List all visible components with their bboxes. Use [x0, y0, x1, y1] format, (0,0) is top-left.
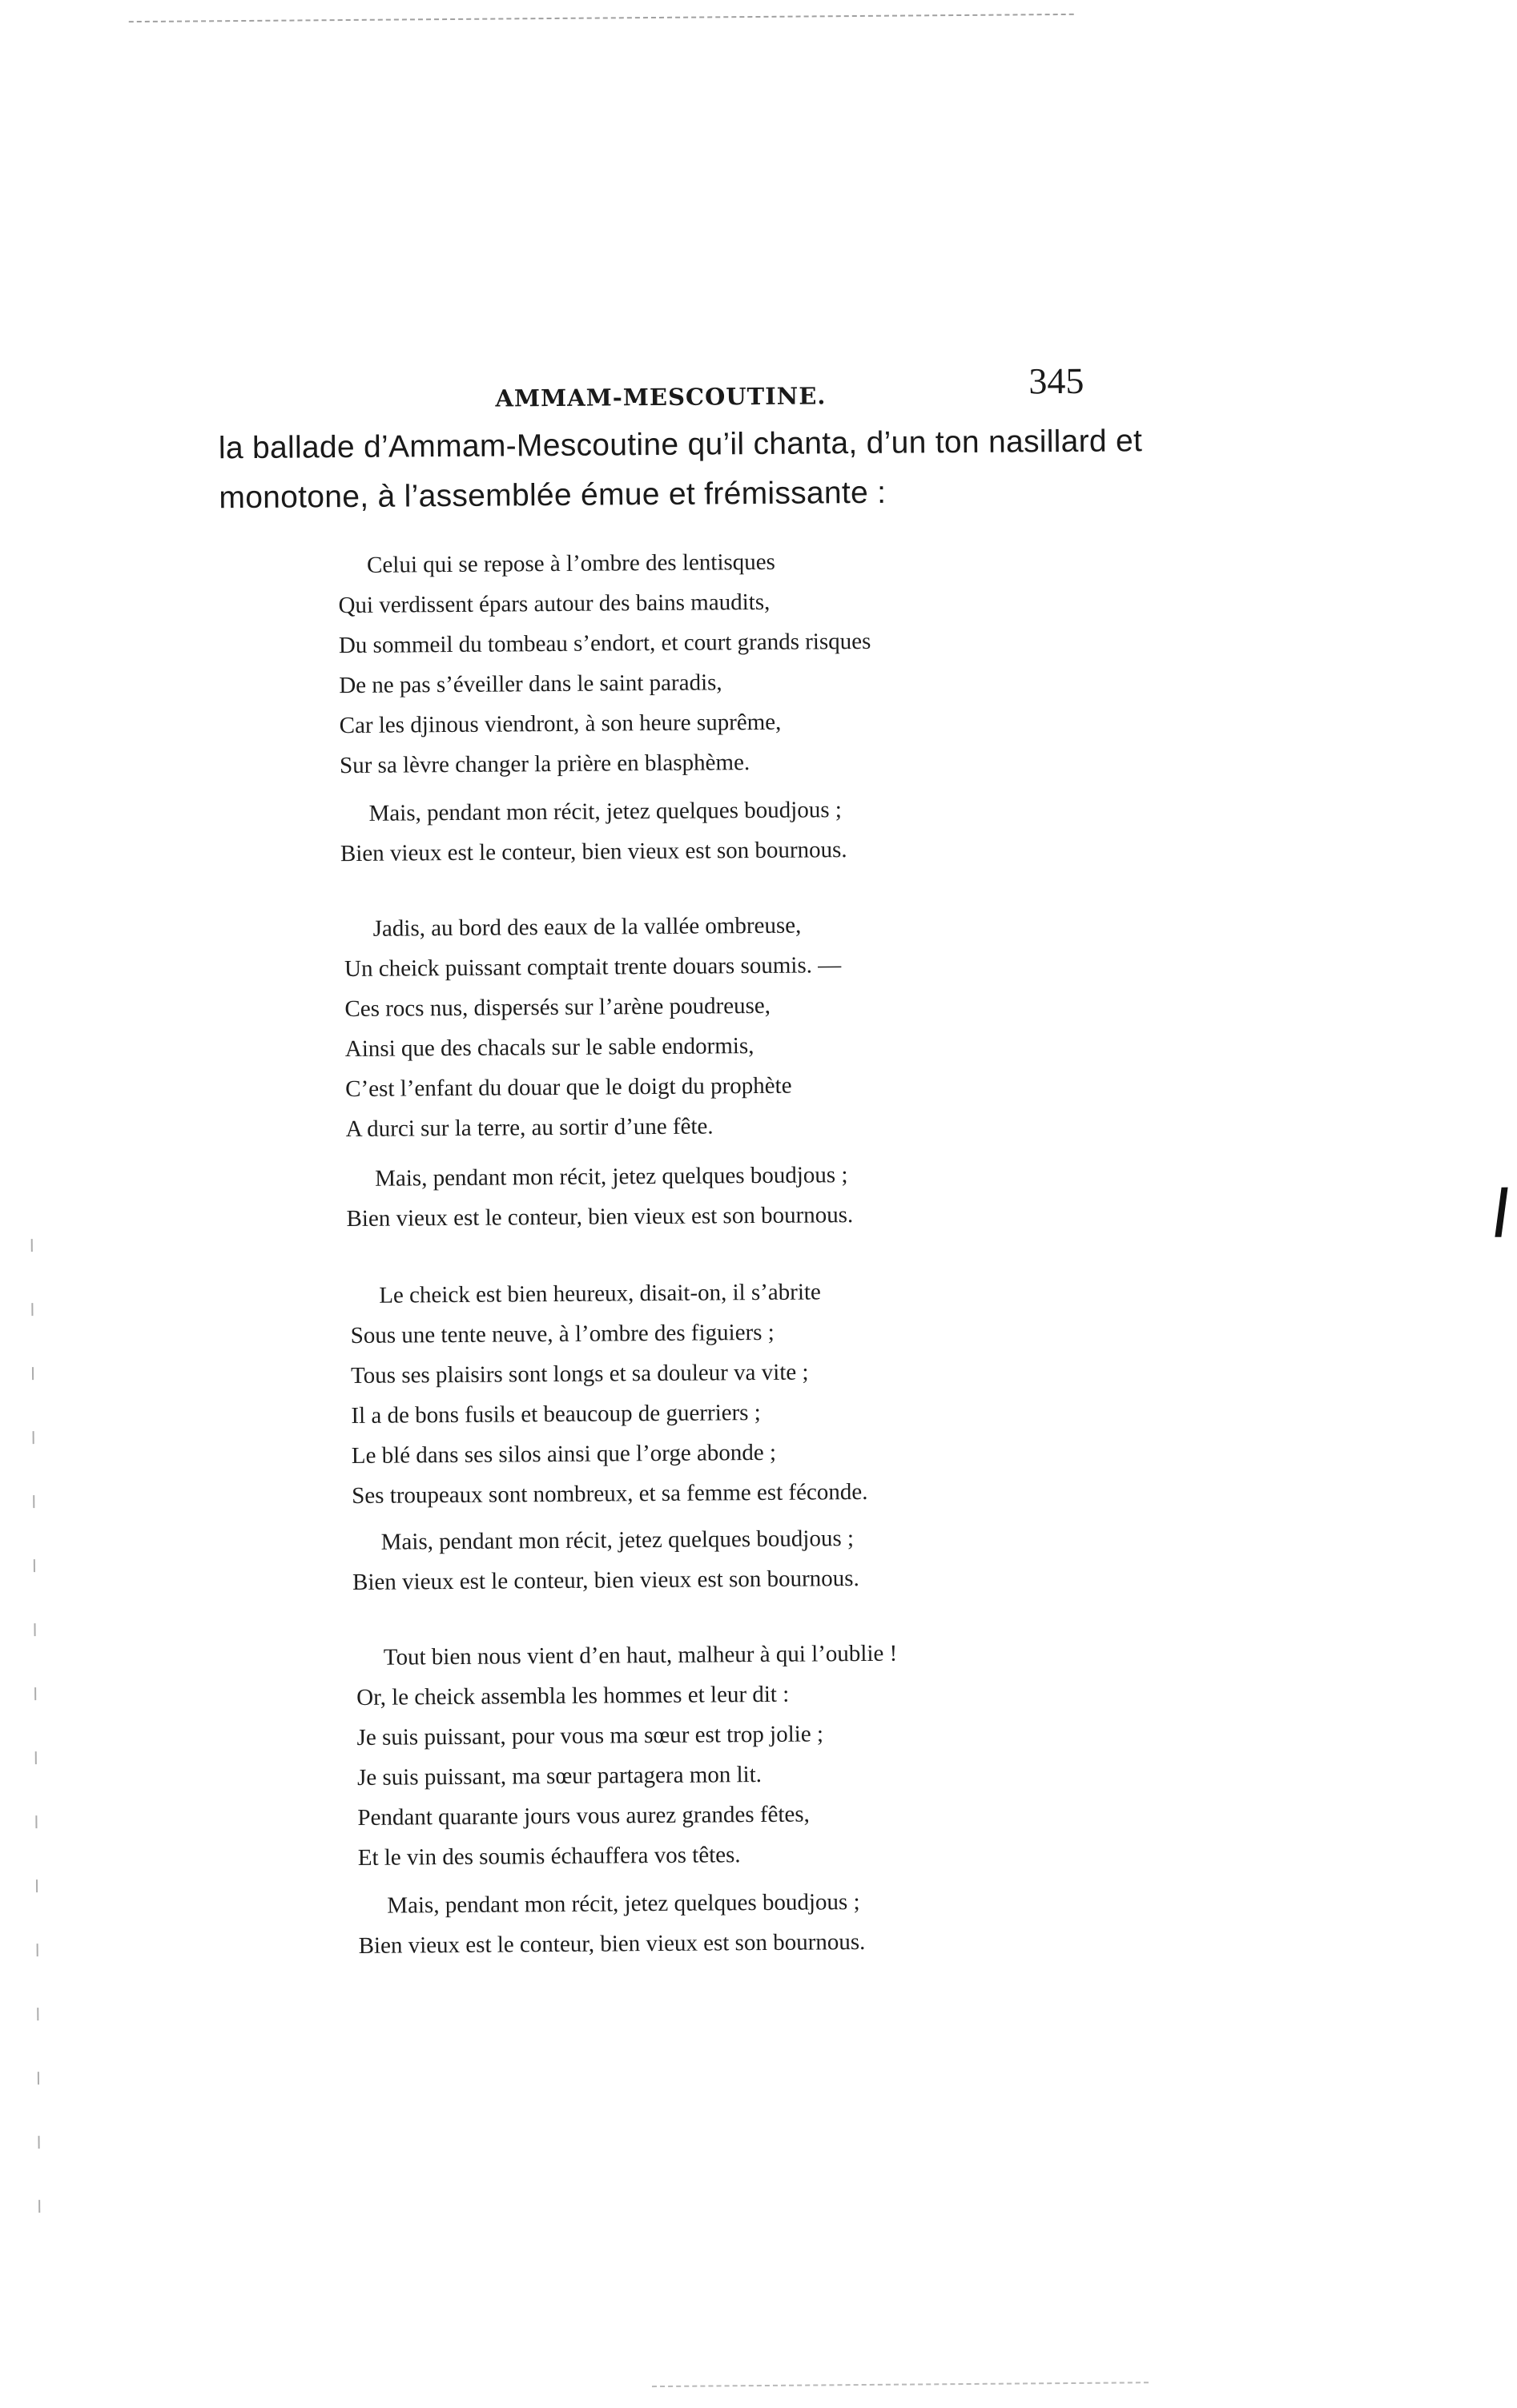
refrain-line: Mais, pendant mon récit, jetez quelques boudjous ;	[374, 1162, 848, 1192]
running-head: AMMAM-MESCOUTINE.	[495, 382, 827, 412]
refrain-line: Mais, pendant mon récit, jetez quelques boudjous ;	[380, 1526, 855, 1555]
refrain-line: Bien vieux est le conteur, bien vieux est son bournous.	[352, 1566, 859, 1596]
verse-line: Et le vin des soumis échauffera vos têtes.	[357, 1842, 741, 1871]
verse-line: Or, le cheick assembla les hommes et leur dit :	[356, 1681, 790, 1711]
verse-line: Tous ses plaisirs sont longs et sa douleur va vite ;	[350, 1359, 809, 1389]
verse-line: Qui verdissent épars autour des bains maudits,	[338, 589, 771, 619]
verse-line: Du sommeil du tombeau s’endort, et court grands risques	[338, 628, 871, 659]
verse-line: De ne pas s’éveiller dans le saint paradis,	[339, 669, 722, 699]
verse-line: Pendant quarante jours vous aurez grandes fêtes,	[357, 1801, 810, 1831]
refrain-line: Bien vieux est le conteur, bien vieux est son bournous.	[346, 1202, 854, 1232]
verse-line: Tout bien nous vient d’en haut, malheur à qui l’oublie !	[383, 1640, 898, 1670]
verse-line: Ses troupeaux sont nombreux, et sa femme est féconde.	[352, 1478, 868, 1510]
verse-line: Il a de bons fusils et beaucoup de guerriers ;	[351, 1399, 761, 1429]
verse-line: Un cheick puissant comptait trente douars soumis. —	[344, 952, 842, 983]
verse-line: Ainsi que des chacals sur le sable endormis,	[344, 1033, 754, 1063]
verse-line: Je suis puissant, pour vous ma sœur est trop jolie ;	[356, 1721, 824, 1751]
intro-line: monotone, à l’assemblée émue et frémissante :	[219, 475, 887, 516]
scan-bottom-rule	[652, 2382, 1149, 2387]
refrain-line: Mais, pendant mon récit, jetez quelques boudjous ;	[387, 1889, 860, 1919]
page-number: 345	[1028, 360, 1084, 402]
verse-line: Ces rocs nus, dispersés sur l’arène poudreuse,	[344, 992, 771, 1023]
verse-line: Jadis, au bord des eaux de la vallée ombreuse,	[372, 912, 802, 942]
verse-line: Le cheick est bien heureux, disait-on, il s’abrite	[379, 1279, 821, 1309]
verse-line: Sous une tente neuve, à l’ombre des figuiers ;	[350, 1319, 775, 1349]
refrain-line: Bien vieux est le conteur, bien vieux est son bournous.	[358, 1928, 866, 1959]
verse-line: Je suis puissant, ma sœur partagera mon lit.	[356, 1762, 763, 1791]
scan-edge-mark	[1495, 1188, 1507, 1237]
verse-line: A durci sur la terre, au sortir d’une fête.	[345, 1113, 714, 1143]
intro-paragraph	[218, 416, 1143, 523]
verse-line: Celui qui se repose à l’ombre des lentisques	[366, 549, 776, 578]
verse-line: C’est l’enfant du douar que le doigt du prophète	[345, 1072, 792, 1103]
verse-line: Le blé dans ses silos ainsi que l’orge abonde ;	[351, 1439, 777, 1469]
margin-ticks	[31, 1239, 44, 2248]
scan-top-rule	[129, 14, 1074, 22]
intro-line: la ballade d’Ammam-Mescoutine qu’il chanta, d’un ton nasillard et	[218, 424, 1143, 466]
verse-line: Car les djinous viendront, à son heure suprême,	[339, 709, 782, 739]
verse-line: Sur sa lèvre changer la prière en blasphème.	[339, 750, 750, 779]
refrain-line: Bien vieux est le conteur, bien vieux est son bournous.	[340, 837, 847, 867]
refrain-line: Mais, pendant mon récit, jetez quelques boudjous ;	[368, 797, 842, 826]
